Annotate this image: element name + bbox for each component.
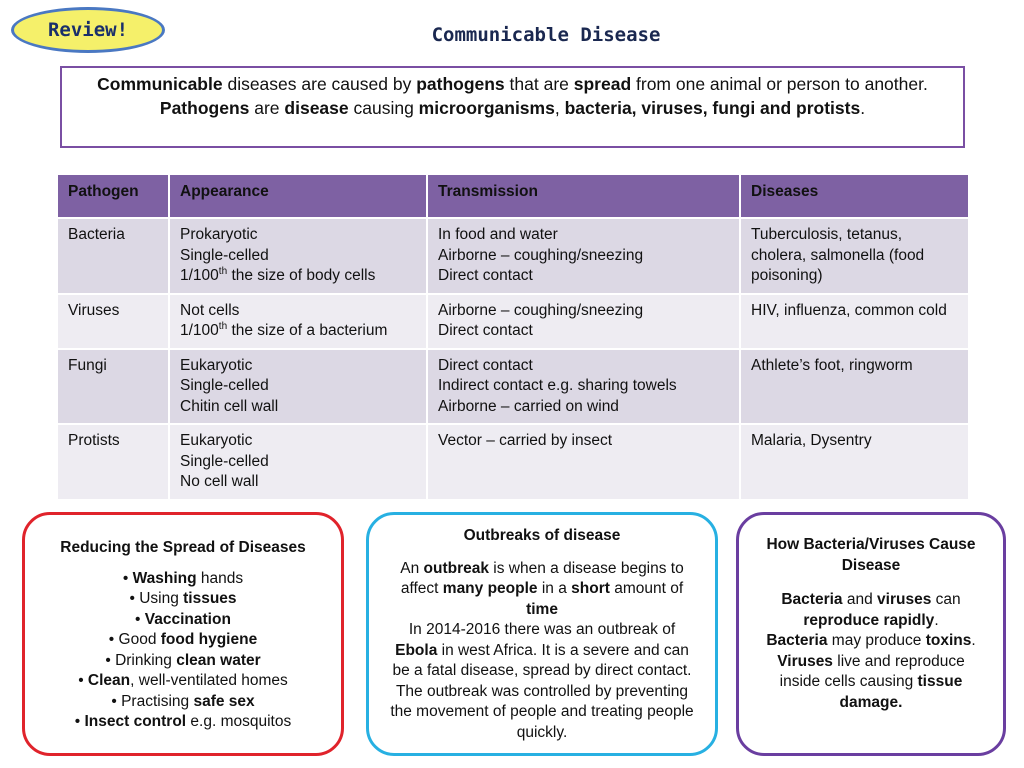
text-bold: tissue damage. bbox=[839, 673, 963, 711]
text-run: amount of bbox=[609, 580, 684, 597]
appearance-line: Eukaryotic bbox=[180, 356, 253, 374]
text-bold: Bacteria bbox=[781, 591, 843, 608]
appearance-line: the size of body cells bbox=[227, 267, 376, 284]
appearance-line: Not cells bbox=[180, 301, 240, 319]
def-w4: Pathogens bbox=[159, 97, 250, 118]
transmission-line: Indirect contact e.g. sharing towels bbox=[438, 377, 677, 394]
item-bold: Insect control bbox=[84, 713, 187, 730]
appearance-line: Prokaryotic bbox=[180, 226, 258, 243]
def-t2: that are bbox=[504, 74, 574, 94]
appearance-line: 1/100 bbox=[180, 322, 219, 339]
cell-appearance bbox=[169, 349, 427, 425]
cell-appearance bbox=[169, 218, 427, 294]
item-bold: Washing bbox=[132, 569, 197, 587]
item-bold: clean water bbox=[176, 651, 261, 669]
item-text: hands bbox=[196, 569, 244, 587]
cell-transmission bbox=[427, 349, 740, 425]
cell-diseases: Tuberculosis, tetanus, cholera, salmonella (food poisoning) bbox=[740, 218, 969, 294]
header-diseases: Diseases bbox=[740, 174, 969, 218]
outbreaks-box bbox=[366, 512, 718, 756]
definition-box bbox=[60, 66, 965, 148]
transmission-line: In food and water bbox=[438, 226, 558, 243]
text-run: in west Africa. It is a severe and can be a fatal disease, spread by direct contact. The outbreak was controlled by preventing the movement of people and treating people quickly. bbox=[390, 641, 694, 741]
def-t7: . bbox=[860, 97, 866, 118]
item-pre: Using bbox=[139, 590, 184, 607]
list-item bbox=[25, 610, 341, 631]
item-bold: food hygiene bbox=[160, 631, 258, 648]
page-title: Communicable Disease bbox=[431, 24, 661, 46]
transmission-line: Direct contact bbox=[438, 356, 533, 374]
transmission-line: Direct contact bbox=[438, 322, 533, 339]
text-bold: outbreak bbox=[423, 559, 489, 577]
transmission-line: Airborne – coughing/sneezing bbox=[438, 301, 644, 319]
pathogen-table bbox=[56, 173, 970, 501]
list-item bbox=[25, 712, 341, 733]
outbreaks-heading: Outbreaks of disease bbox=[463, 527, 621, 544]
appearance-line: the size of a bacterium bbox=[227, 322, 388, 339]
item-bold: Vaccination bbox=[144, 610, 231, 628]
item-bold: safe sex bbox=[193, 692, 255, 710]
header-pathogen: Pathogen bbox=[57, 174, 169, 218]
appearance-line: Chitin cell wall bbox=[180, 397, 279, 415]
def-w5: disease bbox=[284, 97, 349, 118]
table-header-row bbox=[57, 174, 969, 218]
text-run: may produce bbox=[827, 632, 926, 649]
reducing-heading: Reducing the Spread of Diseases bbox=[60, 539, 306, 556]
item-bold: tissues bbox=[183, 590, 237, 607]
item-pre: Practising bbox=[121, 692, 194, 710]
transmission-line: Airborne – carried on wind bbox=[438, 397, 619, 415]
cell-appearance bbox=[169, 424, 427, 500]
text-run: in a bbox=[537, 580, 572, 597]
cell-transmission bbox=[427, 294, 740, 349]
text-bold: Ebola bbox=[395, 641, 438, 659]
text-run: can bbox=[931, 591, 961, 608]
reducing-spread-box bbox=[22, 512, 344, 756]
table-row bbox=[57, 424, 969, 500]
transmission-line: Airborne – coughing/sneezing bbox=[438, 246, 644, 264]
item-pre: Good bbox=[118, 631, 161, 648]
text-bold: toxins bbox=[925, 632, 972, 649]
item-text: , well-ventilated homes bbox=[130, 672, 288, 689]
text-run: live and reproduce inside cells causing bbox=[779, 652, 965, 690]
appearance-line: Single-celled bbox=[180, 246, 269, 264]
text-run: An bbox=[400, 559, 424, 577]
text-bold: short bbox=[571, 580, 610, 597]
cell-appearance bbox=[169, 294, 427, 349]
ebola-paragraph bbox=[389, 620, 695, 743]
list-item bbox=[25, 589, 341, 610]
appearance-line: Single-celled bbox=[180, 377, 269, 394]
text-bold: many people bbox=[442, 580, 538, 597]
def-t5: causing bbox=[348, 97, 419, 118]
cell-pathogen: Protists bbox=[57, 424, 169, 500]
table-row bbox=[57, 349, 969, 425]
def-w2: pathogens bbox=[416, 74, 505, 94]
def-w7: bacteria, viruses, fungi and protists bbox=[564, 97, 861, 118]
appearance-line: 1/100 bbox=[180, 267, 219, 284]
text-run: is when a disease begins to affect bbox=[400, 559, 684, 597]
def-w6: microorganisms bbox=[418, 97, 555, 118]
def-w1: Communicable bbox=[97, 74, 223, 94]
cell-pathogen: Fungi bbox=[57, 349, 169, 425]
item-bold: Clean bbox=[87, 672, 131, 689]
cell-pathogen: Viruses bbox=[57, 294, 169, 349]
review-badge: Review! bbox=[11, 7, 165, 53]
cell-diseases: HIV, influenza, common cold bbox=[740, 294, 969, 349]
appearance-line: Eukaryotic bbox=[180, 432, 253, 449]
text-run: . bbox=[971, 632, 976, 649]
appearance-line: No cell wall bbox=[180, 473, 259, 490]
text-bold: Viruses bbox=[777, 652, 833, 670]
text-bold: reproduce rapidly bbox=[803, 611, 935, 629]
list-item bbox=[25, 651, 341, 672]
how-cause-heading: How Bacteria/Viruses Cause Disease bbox=[766, 536, 976, 574]
text-run: and bbox=[842, 591, 878, 608]
text-bold: time bbox=[526, 600, 558, 618]
def-t6: , bbox=[554, 97, 565, 118]
transmission-line: Direct contact bbox=[438, 267, 533, 284]
item-pre: Drinking bbox=[115, 651, 177, 669]
transmission-line: Vector – carried by insect bbox=[438, 432, 613, 449]
outbreak-paragraph bbox=[389, 559, 695, 621]
list-item bbox=[25, 671, 341, 692]
header-transmission: Transmission bbox=[427, 174, 740, 218]
text-run: In 2014-2016 there was an outbreak of bbox=[408, 621, 676, 638]
def-t4: are bbox=[249, 97, 285, 118]
def-t1: diseases are caused by bbox=[222, 74, 417, 94]
cell-diseases: Malaria, Dysentry bbox=[740, 424, 969, 500]
reducing-list bbox=[25, 569, 341, 733]
spacer bbox=[389, 547, 695, 559]
spacer bbox=[761, 576, 981, 590]
how-cause-box bbox=[736, 512, 1006, 756]
list-item bbox=[25, 630, 341, 651]
text-bold: viruses bbox=[877, 591, 932, 608]
how-cause-paragraph bbox=[761, 590, 981, 713]
list-item bbox=[25, 692, 341, 713]
cell-transmission bbox=[427, 424, 740, 500]
def-t3: from one animal or person to another. bbox=[631, 74, 928, 94]
item-text: e.g. mosquitos bbox=[186, 713, 292, 730]
table-row bbox=[57, 294, 969, 349]
superscript: th bbox=[218, 320, 228, 332]
table-row bbox=[57, 218, 969, 294]
cell-pathogen: Bacteria bbox=[57, 218, 169, 294]
text-bold: Bacteria bbox=[766, 632, 828, 649]
superscript: th bbox=[218, 265, 228, 277]
header-appearance: Appearance bbox=[169, 174, 427, 218]
list-item bbox=[25, 569, 341, 590]
cell-transmission bbox=[427, 218, 740, 294]
cell-diseases: Athlete’s foot, ringworm bbox=[740, 349, 969, 425]
text-run: . bbox=[934, 611, 939, 629]
appearance-line: Single-celled bbox=[180, 452, 269, 470]
def-w3: spread bbox=[573, 74, 632, 94]
